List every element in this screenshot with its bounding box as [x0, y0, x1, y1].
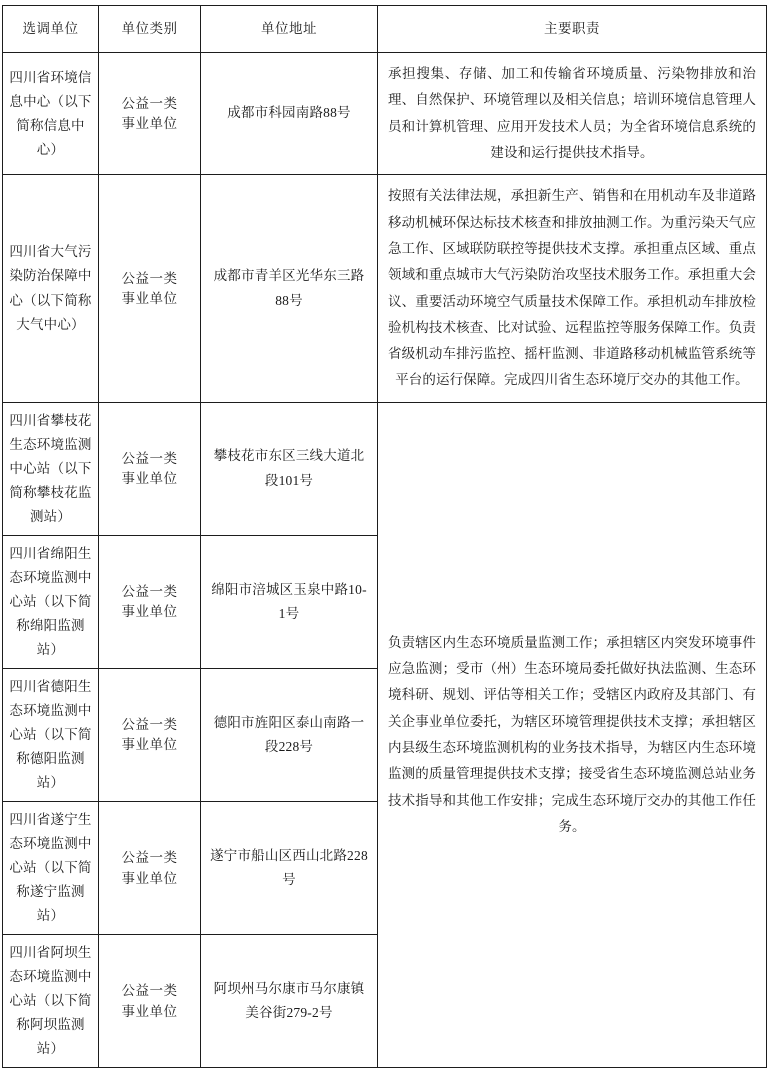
- cell-unit-duty: 按照有关法律法规，承担新生产、销售和在用机动车及非道路移动机械环保达标技术核查和排放抽测工作。为重污染天气应急工作、区域联防联控等提供技术支撑。承担重点区域、重点领域和重点城市大气污染防治攻坚技术服务工作。承担重大会议、重要活动环境空气质量技术保障工作。承担机动车排放检验机构技术核查、比对试验、远程监控等服务保障工作。负责省级机动车排污监控、摇杆监测、非道路移动机械监管系统等平台的运行保障。完成四川省生态环境厅交办的其他工作。: [378, 175, 767, 403]
- category-line-2: 事业单位: [121, 737, 178, 753]
- cell-unit-name: 四川省大气污染防治保障中心（以下简称大气中心）: [3, 175, 99, 403]
- category-line-1: 公益一类: [121, 583, 178, 599]
- category-line-1: 公益一类: [121, 95, 178, 111]
- table-row: [3, 402, 767, 535]
- cell-unit-category: [99, 175, 201, 403]
- column-header-unit: 选调单位: [3, 6, 99, 53]
- table-header: [3, 6, 767, 53]
- category-line-1: 公益一类: [121, 270, 178, 286]
- table-row: [3, 175, 767, 403]
- cell-unit-category: [99, 668, 201, 801]
- category-line-1: 公益一类: [121, 716, 178, 732]
- cell-unit-name: 四川省阿坝生态环境监测中心站（以下简称阿坝监测站）: [3, 935, 99, 1068]
- category-line-2: 事业单位: [121, 870, 178, 886]
- category-line-1: 公益一类: [121, 983, 178, 999]
- category-line-2: 事业单位: [121, 604, 178, 620]
- column-header-duty: 主要职责: [378, 6, 767, 53]
- table-header-row: [3, 6, 767, 53]
- cell-merged-duty-monitoring-stations: 负责辖区内生态环境质量监测工作；承担辖区内突发环境事件应急监测；受市（州）生态环境局委托做好执法监测、生态环境科研、规划、评估等相关工作；受辖区内政府及其部门、有关企事业单位委托，为辖区环境管理提供技术支撑；承担辖区内县级生态环境监测机构的业务技术指导，为辖区内生态环境监测的质量管理提供技术支撑；接受省生态环境监测总站业务技术指导和其他工作安排；完成生态环境厅交办的其他工作任务。: [378, 402, 767, 1067]
- cell-unit-address: 攀枝花市东区三线大道北段101号: [201, 402, 378, 535]
- category-line-2: 事业单位: [121, 1003, 178, 1019]
- column-header-address: 单位地址: [201, 6, 378, 53]
- cell-unit-category: [99, 402, 201, 535]
- cell-unit-name: 四川省环境信息中心（以下简称信息中心）: [3, 53, 99, 175]
- cell-unit-name: 四川省遂宁生态环境监测中心站（以下简称遂宁监测站）: [3, 801, 99, 934]
- category-line-1: 公益一类: [121, 450, 178, 466]
- cell-unit-address: 德阳市旌阳区泰山南路一段228号: [201, 668, 378, 801]
- cell-unit-category: [99, 935, 201, 1068]
- table-body: [3, 53, 767, 1068]
- cell-unit-name: 四川省德阳生态环境监测中心站（以下简称德阳监测站）: [3, 668, 99, 801]
- cell-unit-name: 四川省绵阳生态环境监测中心站（以下简称绵阳监测站）: [3, 535, 99, 668]
- table-row: [3, 53, 767, 175]
- category-line-2: 事业单位: [121, 471, 178, 487]
- category-line-2: 事业单位: [121, 116, 178, 132]
- cell-unit-address: 成都市青羊区光华东三路88号: [201, 175, 378, 403]
- cell-unit-address: 成都市科园南路88号: [201, 53, 378, 175]
- cell-unit-address: 遂宁市船山区西山北路228号: [201, 801, 378, 934]
- selection-unit-table: [2, 5, 767, 1068]
- cell-unit-category: [99, 53, 201, 175]
- category-line-2: 事业单位: [121, 291, 178, 306]
- category-line-1: 公益一类: [121, 850, 178, 866]
- cell-unit-duty: 承担搜集、存储、加工和传输省环境质量、污染物排放和治理、自然保护、环境管理以及相关信息；培训环境信息管理人员和计算机管理、应用开发技术人员；为全省环境信息系统的建设和运行提供技术指导。: [378, 53, 767, 175]
- cell-unit-name: 四川省攀枝花生态环境监测中心站（以下简称攀枝花监测站）: [3, 402, 99, 535]
- cell-unit-address: 阿坝州马尔康市马尔康镇美谷街279-2号: [201, 935, 378, 1068]
- cell-unit-address: 绵阳市涪城区玉泉中路10-1号: [201, 535, 378, 668]
- column-header-category: 单位类别: [99, 6, 201, 53]
- cell-unit-category: [99, 801, 201, 934]
- cell-unit-category: [99, 535, 201, 668]
